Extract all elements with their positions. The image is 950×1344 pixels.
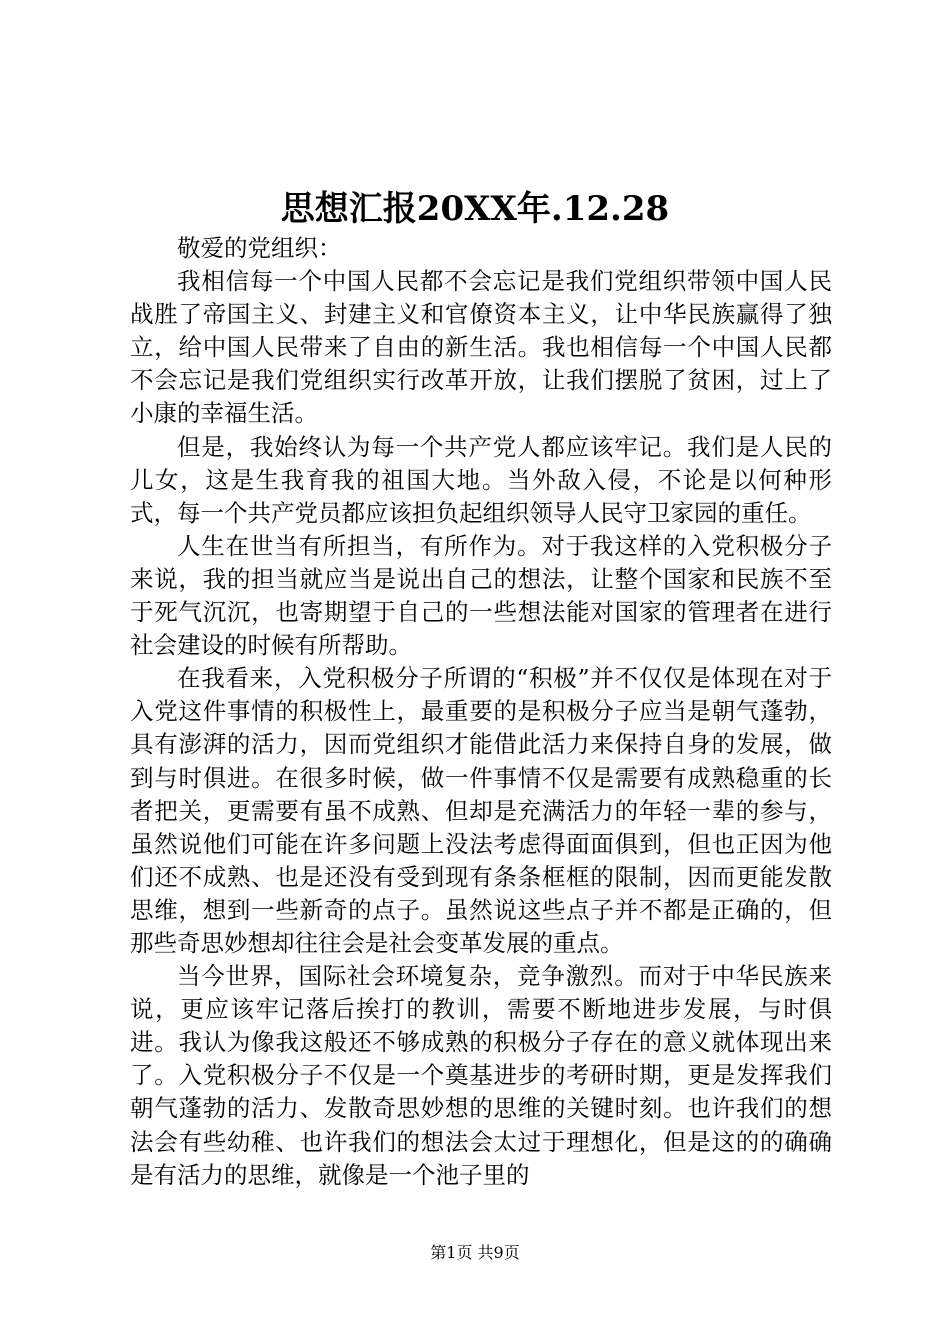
- greeting-line: 敬爱的党组织：: [177, 234, 342, 262]
- document-body: [130, 232, 832, 1192]
- body-paragraph: 我相信每一个中国人民都不会忘记是我们党组织带领中国人民战胜了帝国主义、封建主义和官僚资本主义，让中华民族赢得了独立，给中国人民带来了自由的新生活。我也相信每一个中国人民都不会忘记是我们党组织实行改革开放，让我们摆脱了贫困，过上了小康的幸福生活。: [130, 267, 832, 428]
- body-paragraph: 但是，我始终认为每一个共产党人都应该牢记。我们是人民的儿女，这是生我育我的祖国大地。当外敌入侵，不论是以何种形式，每一个共产党员都应该担负起组织领导人民守卫家园的重任。: [130, 432, 832, 527]
- body-paragraph: 人生在世当有所担当，有所作为。对于我这样的入党积极分子来说，我的担当就应当是说出自己的想法，让整个国家和民族不至于死气沉沉，也寄期望于自己的一些想法能对国家的管理者在进行社会建设的时候有所帮助。: [130, 531, 832, 660]
- body-paragraph: 当今世界，国际社会环境复杂，竞争激烈。而对于中华民族来说，更应该牢记落后挨打的教训，需要不断地进步发展，与时俱进。我认为像我这般还不够成熟的积极分子存在的意义就体现出来了。入党积极分子不仅是一个奠基进步的考研时期，更是发挥我们朝气蓬勃的活力、发散奇思妙想的思维的关键时刻。也许我们的想法会有些幼稚、也许我们的想法会太过于理想化，但是这的的确确是有活力的思维，就像是一个池子里的: [130, 962, 832, 1189]
- page-footer: 第1页 共9页: [430, 1243, 520, 1262]
- document-title: 思想汇报20XX年.12.28: [280, 189, 670, 229]
- body-paragraph: 在我看来，入党积极分子所谓的“积极”并不仅仅是体现在对于入党这件事情的积极性上，最重要的是积极分子应当是朝气蓬勃，具有澎湃的活力，因而党组织才能借此活力来保持自身的发展，做到与时俱进。在很多时候，做一件事情不仅是需要有成熟稳重的长者把关，更需要有虽不成熟、但却是充满活力的年轻一辈的参与，虽然说他们可能在许多问题上没法考虑得面面俱到，但也正因为他们还不成熟、也是还没有受到现有条条框框的限制，因而更能发散思维，想到一些新奇的点子。虽然说这些点子并不都是正确的，但那些奇思妙想却往往会是社会变革发展的重点。: [130, 664, 832, 957]
